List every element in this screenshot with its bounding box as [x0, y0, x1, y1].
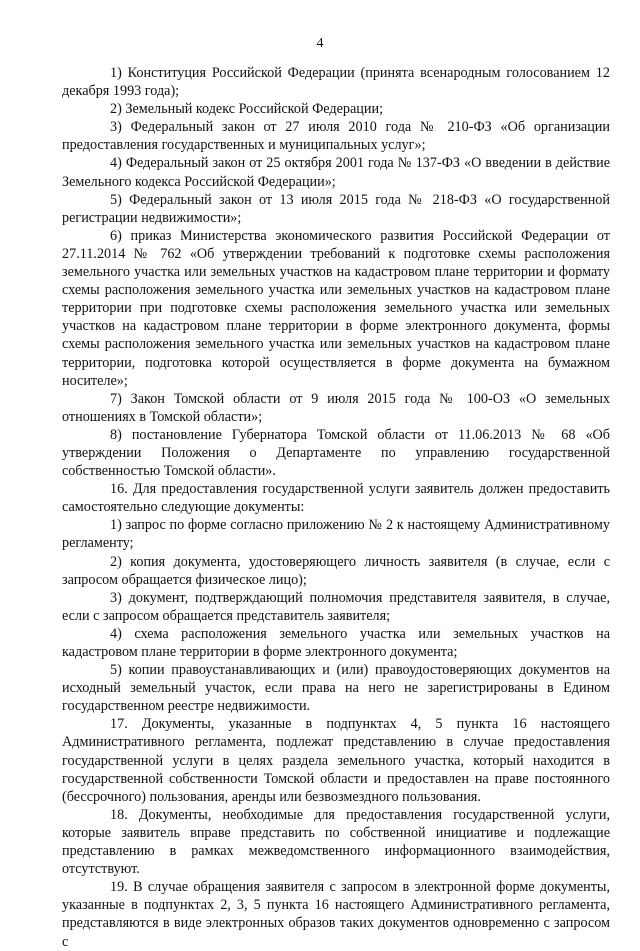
- paragraph-list-item-1: 1) Конституция Российской Федерации (принята всенародным голосованием 12 декабря 1993 года);: [62, 65, 610, 100]
- document-body: [62, 64, 610, 951]
- paragraph-clause-16-item-1: 1) запрос по форме согласно приложению № 2 к настоящему Административному регламенту;: [62, 517, 610, 552]
- paragraph-clause-18: 18. Документы, необходимые для предоставления государственной услуги, которые заявитель вправе представить по собственной инициативе и подлежащие представлению в рамках межведомственного информационного взаимодействия, отсутствуют.: [62, 806, 610, 878]
- paragraph-clause-16-item-4: 4) схема расположения земельного участка или земельных участков на кадастровом плане территории в форме электронного документа;: [62, 625, 610, 660]
- paragraph-list-item-3: 3) Федеральный закон от 27 июля 2010 года № 210-ФЗ «Об организации предоставления государственных и муниципальных услуг»;: [62, 119, 610, 154]
- paragraph-clause-16: 16. Для предоставления государственной услуги заявитель должен предоставить самостоятельно следующие документы:: [62, 481, 610, 516]
- paragraph-clause-16-item-3: 3) документ, подтверждающий полномочия представителя заявителя, в случае, если с запросом обращается представитель заявителя;: [62, 589, 610, 624]
- paragraph-clause-16-item-2: 2) копия документа, удостоверяющего личность заявителя (в случае, если с запросом обращается физическое лицо);: [62, 553, 610, 588]
- page-number: 4: [316, 36, 324, 51]
- paragraph-list-item-6: 6) приказ Министерства экономического развития Российской Федерации от 27.11.2014 № 762 «Об утверждении требований к подготовке схемы расположения земельного участка или земельных участков на кадастровом плане территории и формату схемы расположения земельного участка или земельных участков на кадастровом плане территории при подготовке схемы расположения земельного участка или земельных участков на кадастровом плане территории в форме электронного документа, формы схемы расположения земельного участка или земельных участков на кадастровом плане территории, подготовка которой осуществляется в форме документа на бумажном носителе»;: [62, 227, 610, 389]
- paragraph-list-item-8: 8) постановление Губернатора Томской области от 11.06.2013 № 68 «Об утверждении Положения о Департаменте по управлению государственной собственностью Томской области».: [62, 426, 610, 480]
- paragraph-list-item-5: 5) Федеральный закон от 13 июля 2015 года № 218-ФЗ «О государственной регистрации недвижимости»;: [62, 191, 610, 226]
- paragraph-list-item-4: 4) Федеральный закон от 25 октября 2001 года № 137-ФЗ «О введении в действие Земельного кодекса Российской Федерации»;: [62, 155, 610, 190]
- paragraph-list-item-2: 2) Земельный кодекс Российской Федерации;: [110, 101, 384, 118]
- paragraph-list-item-7: 7) Закон Томской области от 9 июля 2015 года № 100-ОЗ «О земельных отношениях в Томской области»;: [62, 390, 610, 425]
- paragraph-clause-19: 19. В случае обращения заявителя с запросом в электронной форме документы, указанные в подпунктах 2, 3, 5 пункта 16 настоящего Административного регламента, представляются в виде электронных образов таких документов одновременно с запросом с: [62, 879, 610, 950]
- paragraph-clause-16-item-5: 5) копии правоустанавливающих и (или) правоудостоверяющих документов на исходный земельный участок, если права на него не зарегистрированы в Едином государственном реестре недвижимости.: [62, 662, 610, 715]
- paragraph-clause-17: 17. Документы, указанные в подпунктах 4, 5 пункта 16 настоящего Административного регламента, подлежат представлению в случае предоставления государственной услуги в целях раздела земельного участка, который находится в государственной собственности Томской области и предоставлен на праве постоянного (бессрочного) пользования, аренды или безвозмездного пользования.: [62, 716, 610, 805]
